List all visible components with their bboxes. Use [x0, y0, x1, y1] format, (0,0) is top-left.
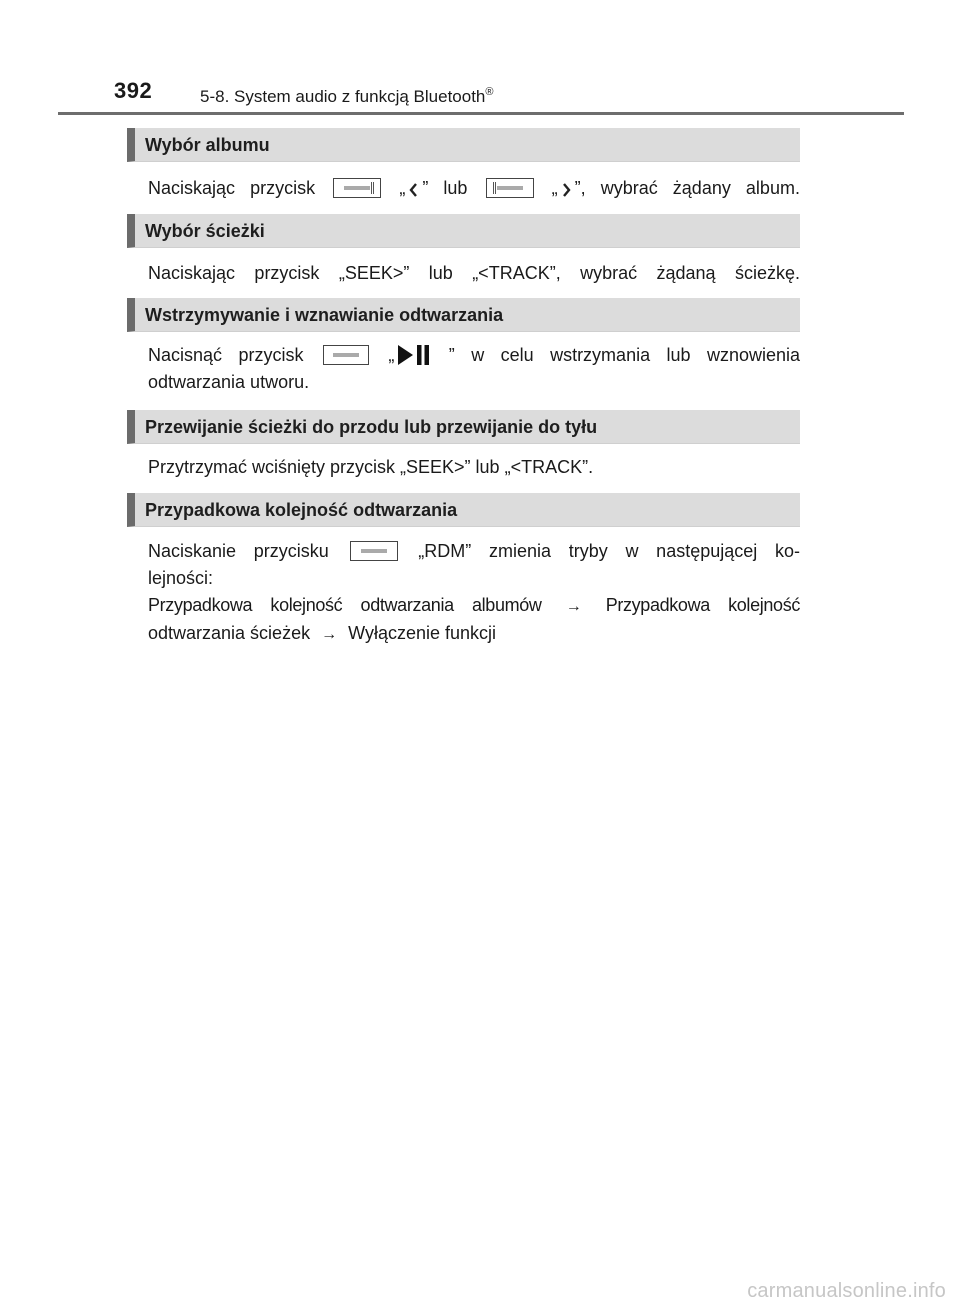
text-after: ”, wybrać żądany album.	[574, 178, 800, 198]
heading-seek-text: Przewijanie ścieżki do przodu lub przewijanie do tyłu	[145, 417, 598, 437]
heading-track-select-text: Wybór ścieżki	[145, 221, 265, 241]
text-after: ” w celu wstrzymania lub wznowienia	[448, 345, 800, 365]
text-line2: lejności:	[148, 568, 214, 588]
steering-switch-icon	[486, 178, 534, 198]
watermark: carmanualsonline.info	[747, 1280, 946, 1302]
heading-seek	[127, 410, 800, 444]
header-rule	[58, 112, 904, 115]
page-number: 392	[114, 78, 153, 103]
heading-pause-resume-text: Wstrzymywanie i wznawianie odtwarzania	[145, 305, 504, 325]
heading-track-select	[127, 214, 800, 248]
arrow-right-icon: →	[321, 626, 338, 643]
text-after: „RDM” zmienia tryby w następującej ko-	[418, 541, 800, 561]
mode-random-albums: Przypadkowa kolejność odtwarzania albumów	[148, 595, 542, 615]
seek-text: Przytrzymać wciśnięty przycisk „SEEK>” lub „<TRACK”.	[148, 457, 594, 477]
play-pause-icon	[396, 344, 430, 366]
paragraph-random	[148, 538, 800, 648]
quote-open: „	[551, 178, 558, 198]
mode-random-tracks-cont: odtwarzania ścieżek	[148, 623, 311, 643]
track-select-text: Naciskając przycisk „SEEK>” lub „<TRACK”, wybrać żądaną ścieżkę.	[148, 263, 800, 283]
steering-switch-icon	[323, 345, 369, 365]
heading-album-select-text: Wybór albumu	[145, 135, 270, 155]
text-before: Naciskając przycisk	[148, 178, 316, 198]
quote-open: „	[388, 345, 395, 365]
mode-random-tracks: Przypadkowa kolejność	[605, 595, 801, 615]
section-title	[200, 86, 494, 107]
text-before: Naciskanie przycisku	[148, 541, 329, 561]
mode-off: Wyłączenie funkcji	[348, 623, 497, 643]
steering-switch-icon	[350, 541, 398, 561]
arrow-right-icon: →	[565, 598, 582, 615]
paragraph-seek	[148, 454, 800, 481]
paragraph-track-select	[148, 260, 800, 287]
chevron-left-icon	[409, 183, 418, 197]
paragraph-pause-resume	[148, 342, 800, 396]
heading-album-select	[127, 128, 800, 162]
paragraph-album-select	[148, 175, 800, 202]
page-header	[0, 0, 960, 116]
section-title-text: 5-8. System audio z funkcją Bluetooth	[200, 87, 486, 106]
text-before: Nacisnąć przycisk	[148, 345, 304, 365]
quote-open: „	[399, 178, 406, 198]
steering-switch-icon	[333, 178, 381, 198]
chevron-right-icon	[562, 183, 571, 197]
heading-random	[127, 493, 800, 527]
registered-mark: ®	[485, 86, 494, 98]
text-line2: odtwarzania utworu.	[148, 372, 310, 392]
heading-pause-resume	[127, 298, 800, 332]
quote-close-lub: ” lub	[422, 178, 468, 198]
heading-random-text: Przypadkowa kolejność odtwarzania	[145, 500, 458, 520]
